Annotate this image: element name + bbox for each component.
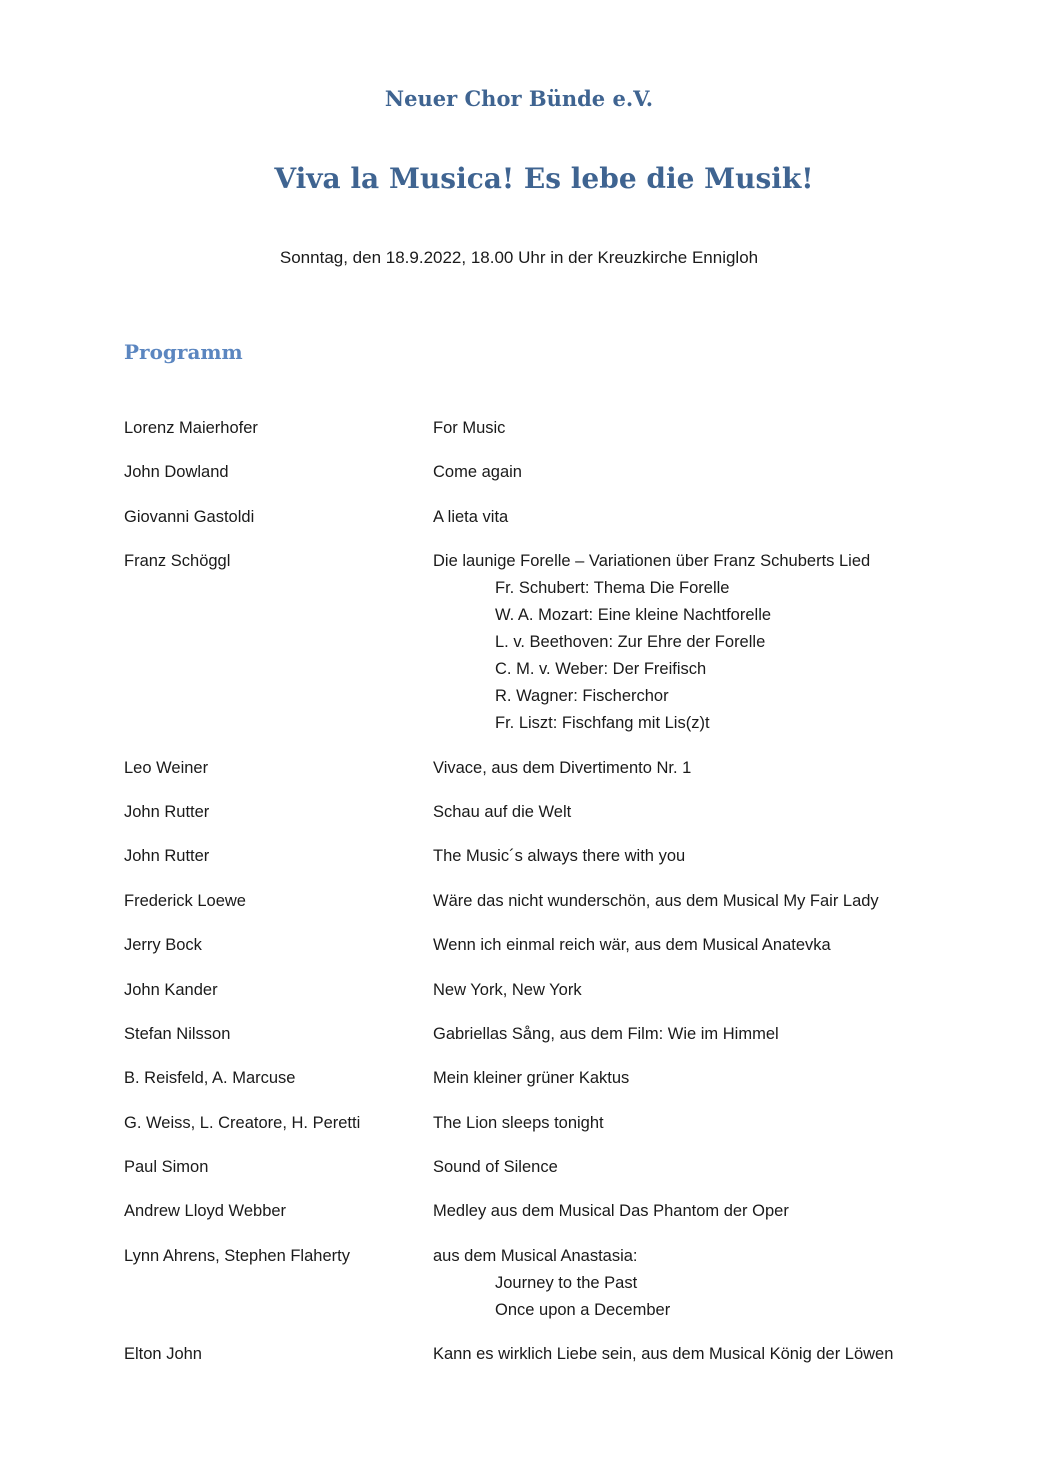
program-row xyxy=(124,504,944,531)
work-block xyxy=(433,1243,944,1324)
work-block xyxy=(433,977,944,1004)
work-block xyxy=(433,1154,944,1181)
program-row xyxy=(124,977,944,1004)
work-block xyxy=(433,932,944,959)
work-subitem: R. Wagner: Fischerchor xyxy=(495,687,669,706)
work-block xyxy=(433,415,944,442)
work-subitem: Journey to the Past xyxy=(495,1273,638,1292)
work-title: The Lion sleeps tonight xyxy=(433,1113,604,1132)
composer-name: Franz Schöggl xyxy=(124,552,231,571)
program-row xyxy=(124,888,944,915)
program-row xyxy=(124,1154,944,1181)
work-title: aus dem Musical Anastasia: xyxy=(433,1246,638,1265)
work-title: Vivace, aus dem Divertimento Nr. 1 xyxy=(433,758,692,777)
program-row xyxy=(124,459,944,486)
composer-name: Andrew Lloyd Webber xyxy=(124,1202,287,1221)
work-title: Come again xyxy=(433,463,522,482)
work-title: Wäre das nicht wunderschön, aus dem Musical My Fair Lady xyxy=(433,891,879,910)
work-title: Die launige Forelle – Variationen über Franz Schuberts Lied xyxy=(433,552,871,571)
work-block xyxy=(433,799,944,826)
section-title: Programm xyxy=(124,340,243,364)
work-title: Sound of Silence xyxy=(433,1158,558,1177)
work-block xyxy=(433,1065,944,1092)
work-block xyxy=(433,1110,944,1137)
program-row xyxy=(124,755,944,782)
work-subitem: L. v. Beethoven: Zur Ehre der Forelle xyxy=(495,633,766,652)
work-title: Wenn ich einmal reich wär, aus dem Musical Anatevka xyxy=(433,936,831,955)
work-block xyxy=(433,1021,944,1048)
program-row xyxy=(124,548,944,737)
composer-name: Elton John xyxy=(124,1345,202,1364)
work-subitem: C. M. v. Weber: Der Freifisch xyxy=(495,660,707,679)
program-row xyxy=(124,1341,944,1368)
composer-name: John Rutter xyxy=(124,802,210,821)
composer-name: Lynn Ahrens, Stephen Flaherty xyxy=(124,1246,350,1265)
work-block xyxy=(433,548,944,737)
work-title: Gabriellas Sång, aus dem Film: Wie im Himmel xyxy=(433,1024,779,1043)
composer-name: B. Reisfeld, A. Marcuse xyxy=(124,1069,296,1088)
program-row xyxy=(124,799,944,826)
program-list xyxy=(124,415,944,1386)
work-block xyxy=(433,755,944,782)
work-title: A lieta vita xyxy=(433,507,509,526)
composer-name: Giovanni Gastoldi xyxy=(124,507,255,526)
composer-name: Lorenz Maierhofer xyxy=(124,419,258,437)
composer-name: G. Weiss, L. Creatore, H. Peretti xyxy=(124,1113,361,1132)
composer-name: Stefan Nilsson xyxy=(124,1024,231,1043)
program-row xyxy=(124,843,944,870)
composer-name: Leo Weiner xyxy=(124,758,209,777)
composer-name: John Dowland xyxy=(124,463,229,482)
program-row xyxy=(124,932,944,959)
concert-date-location: Sonntag, den 18.9.2022, 18.00 Uhr in der Kreuzkirche Ennigloh xyxy=(279,248,759,267)
work-block xyxy=(433,843,944,870)
composer-name: Paul Simon xyxy=(124,1158,209,1177)
work-subitem: Once upon a December xyxy=(495,1300,671,1319)
work-block xyxy=(433,888,944,915)
work-title: New York, New York xyxy=(433,980,582,999)
work-title: Medley aus dem Musical Das Phantom der Oper xyxy=(433,1202,789,1221)
composer-name: John Rutter xyxy=(124,847,210,866)
program-row xyxy=(124,1065,944,1092)
work-block xyxy=(433,504,944,531)
program-row xyxy=(124,1243,944,1324)
concert-title: Viva la Musica! Es lebe die Musik! xyxy=(274,162,814,195)
work-title: Kann es wirklich Liebe sein, aus dem Musical König der Löwen xyxy=(433,1345,894,1364)
work-block xyxy=(433,1198,944,1225)
program-row xyxy=(124,1198,944,1225)
work-subitem: W. A. Mozart: Eine kleine Nachtforelle xyxy=(495,606,772,625)
work-subitem: Fr. Liszt: Fischfang mit Lis(z)t xyxy=(495,714,710,733)
organization-name: Neuer Chor Bünde e.V. xyxy=(384,86,654,111)
work-title: For Music xyxy=(433,419,506,437)
work-title: Mein kleiner grüner Kaktus xyxy=(433,1069,630,1088)
work-block xyxy=(433,1341,944,1368)
program-row xyxy=(124,1110,944,1137)
work-title: The Music´s always there with you xyxy=(433,847,686,866)
work-subitem: Fr. Schubert: Thema Die Forelle xyxy=(495,579,730,598)
work-title: Schau auf die Welt xyxy=(433,802,572,821)
work-block xyxy=(433,459,944,486)
composer-name: John Kander xyxy=(124,980,218,999)
program-row xyxy=(124,1021,944,1048)
composer-name: Frederick Loewe xyxy=(124,891,246,910)
program-row xyxy=(124,415,944,442)
composer-name: Jerry Bock xyxy=(124,936,202,955)
